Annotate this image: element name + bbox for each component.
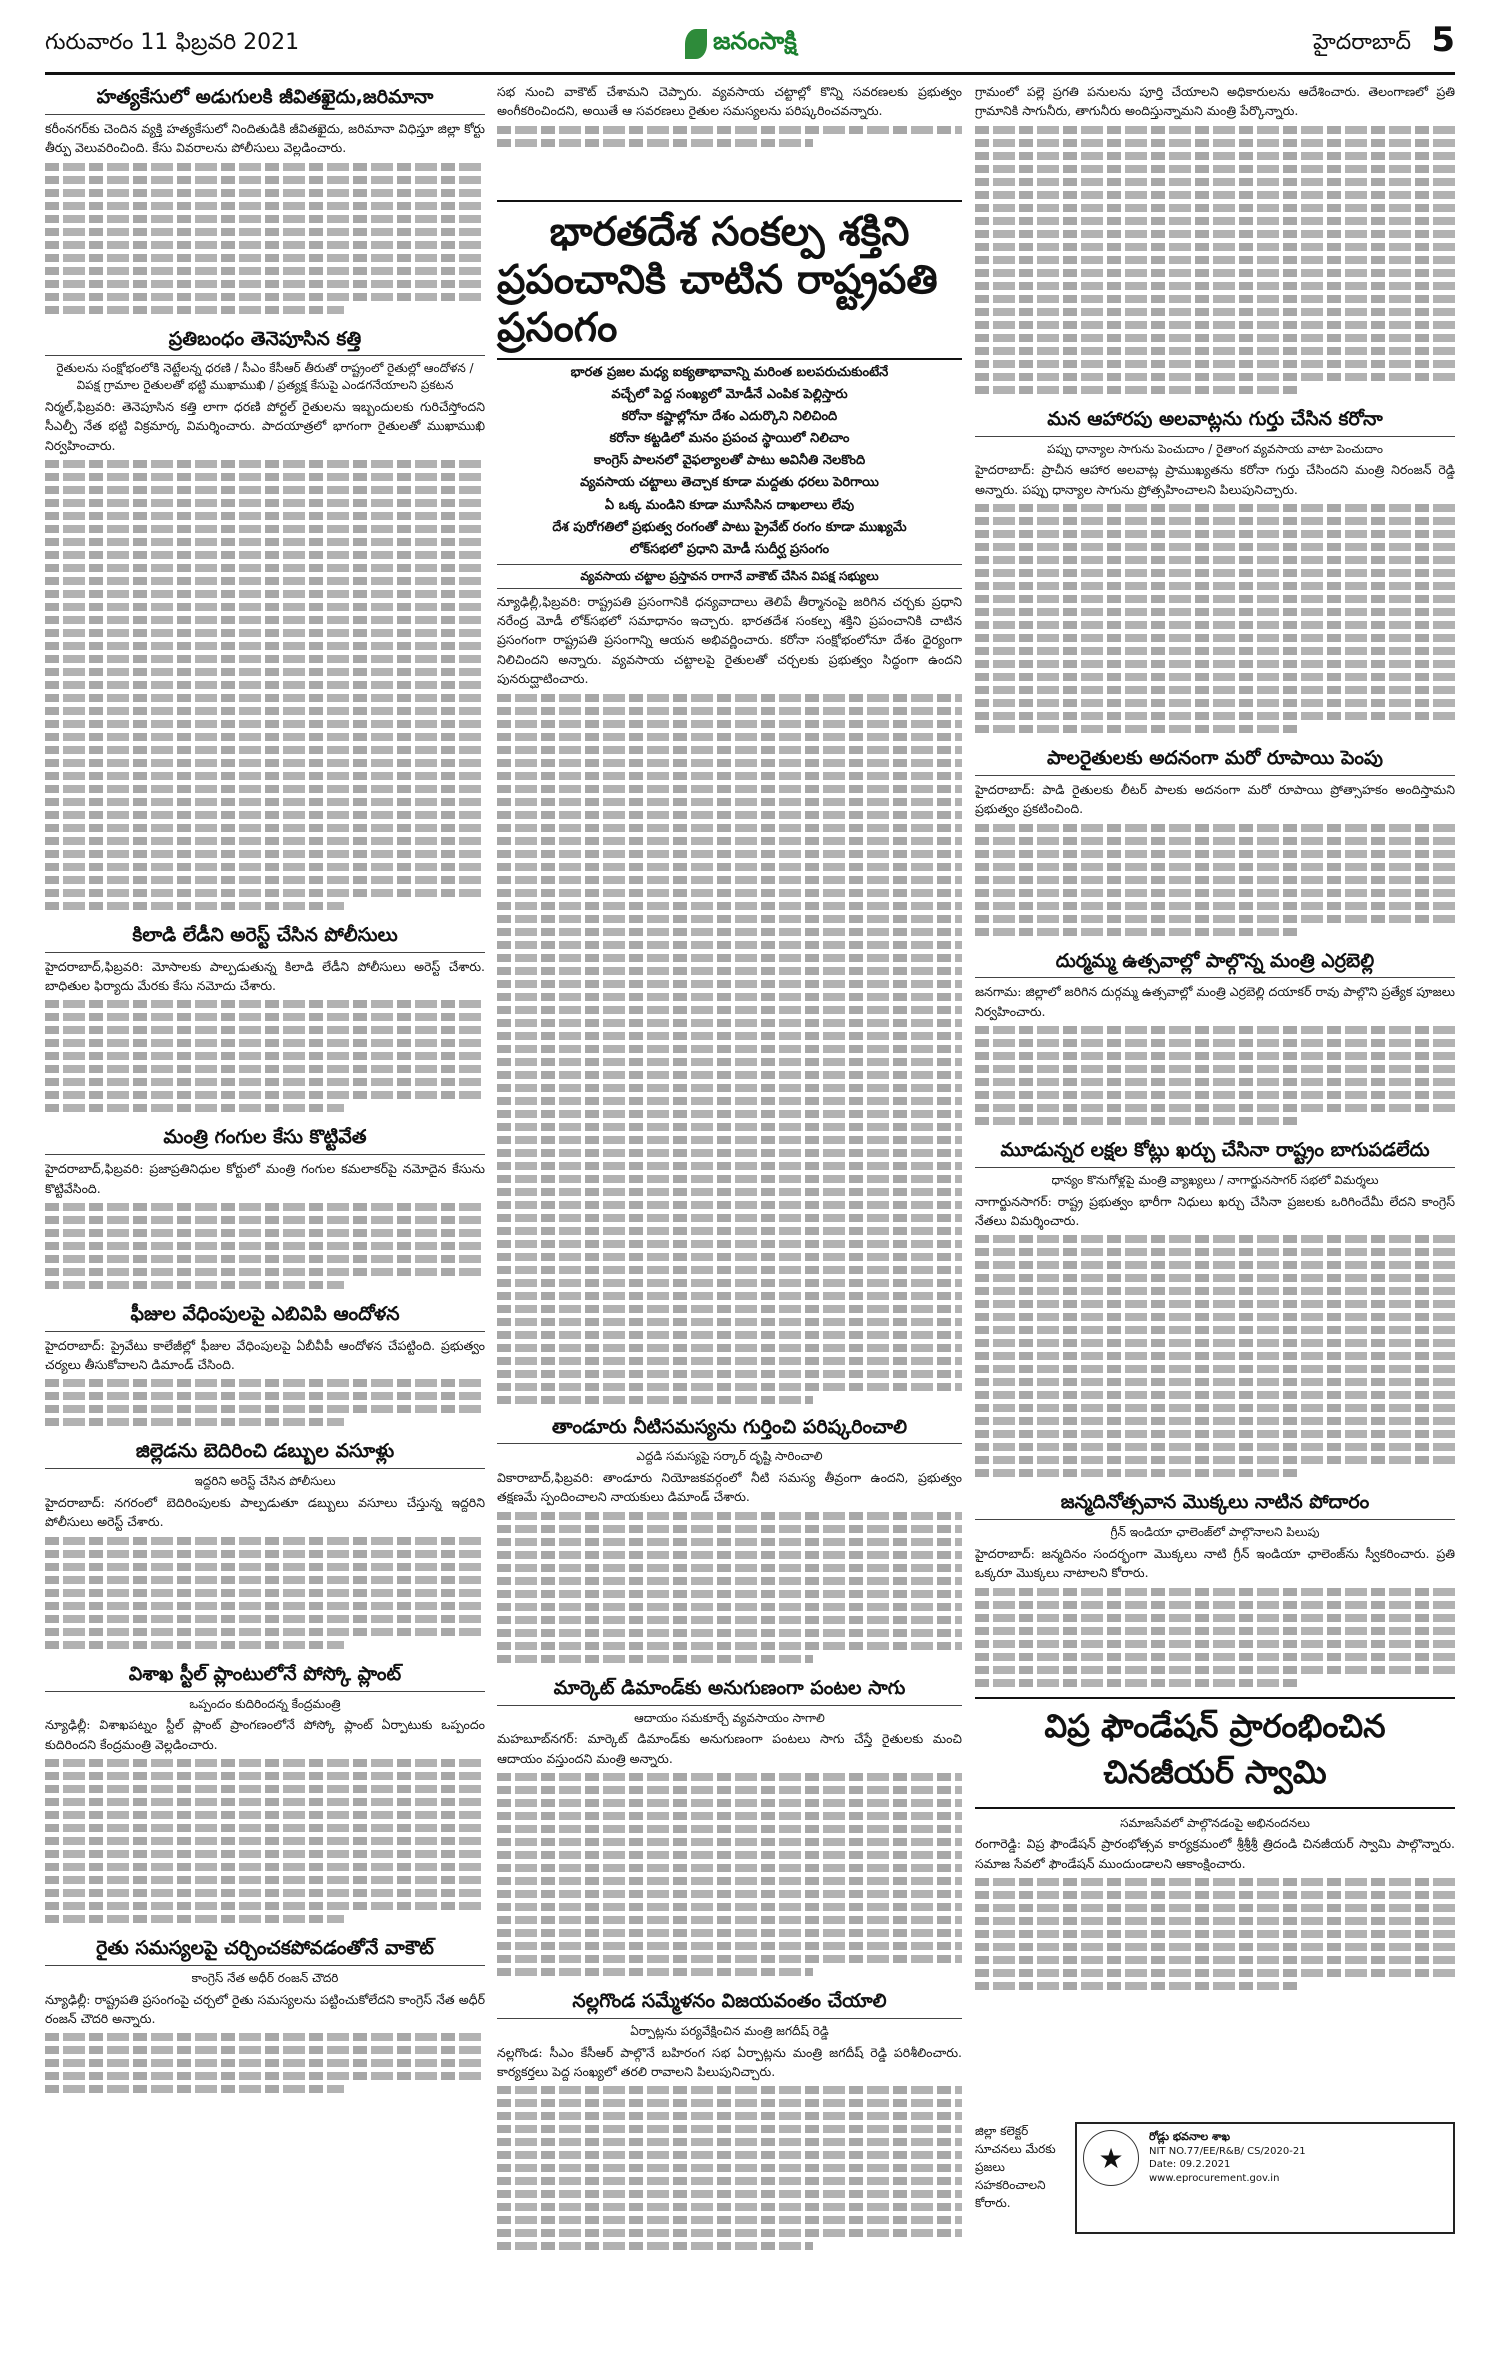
story-subhead: రైతులను సంక్షోభంలోకి నెట్టేలన్న ధరణి / సీఎం కేసీఆర్ తీరుతో రాష్ట్రంలో రైతుల్లో ఆందోళన / విపక్ష గ్రామాల రైతులతో భట్టి ముఖాముఖి / ప్రత్యక్ష కేసుపై ఎండగనేయాలని ప్రకటన (56, 361, 474, 393)
story-green-challenge (975, 1487, 1455, 1686)
story-headline: హత్యకేసులో అడుగులకి జీవితఖైదు,జరిమానా (45, 82, 485, 115)
story-murder-case (45, 82, 485, 314)
lead-deck: కరోనా కట్టడిలో మనం ప్రపంచ స్థాయిలో నిలిచాం (609, 431, 850, 447)
story-body: హైదరాబాద్: ప్రాచీన ఆహార అలవాట్ల ప్రాముఖ్యతను కరోనా గుర్తు చేసిందని మంత్రి నిరంజన్ రెడ్డి అన్నారు. పప్పు ధాన్యాల సాగును ప్రోత్సహించాలని పిలుపునిచ్చారు. (975, 460, 1455, 733)
story-headline: విప్ర ఫౌండేషన్ ప్రారంభించిన చినజీయర్ స్వామి (975, 1697, 1455, 1809)
story-body: న్యూఢిల్లీ: విశాఖపట్నం స్టీల్ ప్లాంట్ ప్రాంగణంలోనే పోస్కో ప్లాంట్ ఏర్పాటుకు ఒప్పందం కుదిరిందని కేంద్రమంత్రి వెల్లడించారు. (45, 1715, 485, 1923)
story-extortion (45, 1436, 485, 1648)
story-body: నల్లగొండ: సీఎం కేసీఆర్ పాల్గొనే బహిరంగ సభ ఏర్పాట్లను మంత్రి జగదీష్ రెడ్డి పరిశీలించారు. కార్యకర్తలు పెద్ద సంఖ్యలో తరలి రావాలని పిలుపునిచ్చారు. (497, 2043, 962, 2251)
story-body: హైదరాబాద్: పాడి రైతులకు లీటర్ పాలకు అదనంగా మరో రూపాయి ప్రోత్సాహకం అందిస్తామని ప్రభుత్వం ప్రకటించింది. (975, 780, 1455, 936)
lead-deck: కరోనా కష్టాల్లోనూ దేశం ఎదుర్కొని నిలిచింది (621, 409, 838, 425)
story-body: హైదరాబాద్: నగరంలో బెదిరింపులకు పాల్పడుతూ డబ్బులు వసూలు చేస్తున్న ఇద్దరిని పోలీసులు అరెస్ట్ చేశారు. (45, 1493, 485, 1649)
story-vipra-foundation (975, 1697, 1455, 1991)
government-emblem-icon: ★ (1083, 2130, 1139, 2186)
story-subhead: ఒప్పందం కుదిరిందన్న కేంద్రమంత్రి (189, 1696, 341, 1711)
lead-decks (497, 362, 962, 561)
story-food-habits (975, 404, 1455, 733)
story-subhead: ఎద్దడి సమస్యపై సర్కార్ దృష్టి సారించాలి (636, 1449, 823, 1464)
story-headline: మార్కెట్ డిమాండ్‌కు అనుగుణంగా పంటల సాగు (497, 1673, 962, 1706)
story-nalgonda (497, 1986, 962, 2250)
story-dharani (45, 324, 485, 910)
lead-headline-line2: ప్రపంచానికి చాటిన రాష్ట్రపతి ప్రసంగం (497, 257, 938, 351)
story-subhead: ధాన్యం కొనుగోళ్లపై మంత్రి వ్యాఖ్యలు / నాగార్జునసాగర్ సభలో విమర్శలు (1051, 1172, 1379, 1187)
story-body: మహబూబ్‌నగర్: మార్కెట్ డిమాండ్‌కు అనుగుణంగా పంటలు సాగు చేస్తే రైతులకు మంచి ఆదాయం వస్తుందని మంత్రి అన్నారు. (497, 1729, 962, 1976)
story-subhead: ఇద్దరిని అరెస్ట్ చేసిన పోలీసులు (194, 1474, 336, 1489)
story-milk-farmers (975, 743, 1455, 936)
lead-deck: లోక్‌సభలో ప్రధాని మోడీ సుదీర్ఘ ప్రసంగం (629, 541, 830, 557)
story-body: న్యూఢిల్లీ: రాష్ట్రపతి ప్రసంగంపై చర్చలో రైతు సమస్యలను పట్టించుకోలేదని కాంగ్రెస్ నేత అధీర్ రంజన్ చౌదరి అన్నారు. (45, 1990, 485, 2094)
tender-website: www.eprocurement.gov.in (1149, 2172, 1280, 2184)
story-headline: ఫీజుల వేధింపులపై ఎబివిపి ఆందోళన (45, 1299, 485, 1332)
story-headline: తాండూరు నీటిసమస్యను గుర్తించి పరిష్కరించాలి (497, 1412, 962, 1445)
lead-deck: వచ్చేలో పెద్ద సంఖ్యలో మోడీనే ఎంపిక పెల్లిస్తారు (611, 387, 848, 403)
lead-deck: ఏ ఒక్క మండిని కూడా మూసేసిన దాఖలాలు లేవు (604, 497, 855, 513)
story-headline: పాలరైతులకు అదనంగా మరో రూపాయి పెంపు (975, 743, 1455, 776)
story-body: హైదరాబాద్,ఫిబ్రవరి: ప్రజాప్రతినిధుల కోర్టులో మంత్రి గంగుల కమలాకర్‌పై నమోదైన కేసును కొట్టివేసింది. (45, 1159, 485, 1289)
kicker-body: సభ నుంచి వాకౌట్ చేశామని చెప్పారు. వ్యవసాయ చట్టాల్లో కొన్ని సవరణలకు ప్రభుత్వం అంగీకరించిందని, అయితే ఆ సవరణలు రైతుల సమస్యలను పరిష్కరించవన్నారు. (497, 82, 962, 192)
story-body: హైదరాబాద్,ఫిబ్రవరి: మోసాలకు పాల్పడుతున్న కిలాడి లేడీని పోలీసులు అరెస్ట్ చేశారు. బాధితుల ఫిర్యాదు మేరకు కేసు నమోదు చేశారు. (45, 957, 485, 1113)
story-subhead: పప్పు ధాన్యాల సాగును పెంచుదాం / రైతాంగ వ్యవసాయ వాటా పెంచుదాం (1047, 441, 1383, 456)
column-center (497, 82, 962, 2282)
story-body: రంగారెడ్డి: విప్ర ఫౌండేషన్ ప్రారంభోత్సవ కార్యక్రమంలో శ్రీశ్రీశ్రీ త్రిదండి చినజీయర్ స్వామి పాల్గొన్నారు. సమాజ సేవలో ఫౌండేషన్ ముందుండాలని ఆకాంక్షించారు. (975, 1834, 1455, 1990)
story-headline: ప్రతిబంధం తెనెపూసిన కత్తి (45, 324, 485, 357)
story-gangula-case (45, 1122, 485, 1289)
story-kiladi-lady (45, 920, 485, 1113)
story-subhead: ఏర్పాట్లను పర్యవేక్షించిన మంత్రి జగదీష్ రెడ్డి (630, 2023, 829, 2038)
story-market-demand (497, 1673, 962, 1976)
lead-sub: వ్యవసాయ చట్టాల ప్రస్తావన రాగానే వాకౌట్ చేసిన విపక్ష సభ్యులు (497, 564, 962, 589)
column-left (45, 82, 485, 2282)
story-headline: జిల్లెడను బెదిరించి డబ్బుల వసూళ్లు (45, 1436, 485, 1469)
side-note: జిల్లా కలెక్టర్ సూచనలు మేరకు ప్రజలు సహకరించాలని కోరారు. (975, 2124, 1056, 2210)
story-headline: కిలాడి లేడీని అరెస్ట్ చేసిన పోలీసులు (45, 920, 485, 953)
story-village-development (975, 82, 1455, 394)
story-headline: నల్లగొండ సమ్మేళనం విజయవంతం చేయాలి (497, 1986, 962, 2019)
masthead (45, 20, 1455, 70)
story-body: వికారాబాద్,ఫిబ్రవరి: తాండూరు నియోజకవర్గంలో నీటి సమస్య తీవ్రంగా ఉందని, ప్రభుత్వం తక్షణమే స్పందించాలని నాయకులు డిమాండ్ చేశారు. (497, 1468, 962, 1663)
story-headline: జన్మదినోత్సవాన మొక్కలు నాటిన పోదారం (975, 1487, 1455, 1520)
tender-text (1145, 2124, 1453, 2232)
story-headline: మంత్రి గంగుల కేసు కొట్టివేత (45, 1122, 485, 1155)
newspaper-name: జనంసాక్షి (713, 27, 797, 55)
column-right (975, 82, 1455, 2282)
story-body: హైదరాబాద్: ప్రైవేటు కాలేజీల్లో ఫీజుల వేధింపులపై ఏబీవీపీ ఆందోళన చేపట్టింది. ప్రభుత్వం చర్యలు తీసుకోవాలని డిమాండ్ చేసింది. (45, 1336, 485, 1427)
story-subhead: కాంగ్రెస్ నేత అధీర్ రంజన్ చౌదరి (191, 1970, 339, 1985)
tender-date: Date: 09.2.2021 (1149, 2159, 1231, 2171)
lead-body: న్యూఢిల్లీ,ఫిబ్రవరి: రాష్ట్రపతి ప్రసంగానికి ధన్యవాదాలు తెలిపే తీర్మానంపై జరిగిన చర్చకు ప్రధాని నరేంద్ర మోడీ లోక్‌సభలో సమాధానం ఇచ్చారు. భారతదేశ సంకల్ప శక్తిని ప్రపంచానికి చాటిన ప్రసంగంగా రాష్ట్రపతి ప్రసంగాన్ని ఆయన అభివర్ణించారు. కరోనా సంక్షోభంలోనూ దేశం ధైర్యంగా నిలిచిందని అన్నారు. వ్యవసాయ చట్టాలపై రైతులతో చర్చలకు ప్రభుత్వం సిద్ధంగా ఉందని పునరుద్ఘాటించారు. (497, 592, 962, 1404)
lead-deck: కాంగ్రెస్ పాలనలో వైఫల్యాలతో పాటు అవినీతి నెలకొంది (593, 453, 866, 469)
lead-deck: భారత ప్రజల మధ్య ఐక్యతాభావాన్ని మరింత బలపరుచుకుంటేనే (570, 365, 889, 380)
lead-deck: వ్యవసాయ చట్టాలు తెచ్చాక కూడా మద్దతు ధరలు పెరిగాయి (580, 475, 879, 491)
story-body: నిర్మల్,ఫిబ్రవరి: తెనెపూసిన కత్తి లాగా ధరణి పోర్టల్ రైతులను ఇబ్బందులకు గురిచేస్తోందని సీఎల్పీ నేత భట్టి విక్రమార్క విమర్శించారు. పాదయాత్రలో భాగంగా రైతులతో ముఖాముఖి నిర్వహించారు. (45, 397, 485, 910)
story-subhead: ఆదాయం సమకూర్చే వ్యవసాయం సాగాలి (634, 1710, 825, 1725)
lead-headline-line1: భారతదేశ సంకల్ప శక్తిని (549, 209, 910, 255)
story-spending (975, 1135, 1455, 1477)
story-headline: విశాఖ స్టీల్ ప్లాంటులోనే పోస్కో ప్లాంట్ (45, 1659, 485, 1692)
story-posco (45, 1659, 485, 1923)
story-body: హైదరాబాద్: జన్మదినం సందర్భంగా మొక్కలు నాటి గ్రీన్ ఇండియా ఛాలెంజ్‌ను స్వీకరించారు. ప్రతి ఒక్కరూ మొక్కలు నాటాలని కోరారు. (975, 1544, 1455, 1687)
story-body: గ్రామంలో పల్లె ప్రగతి పనులను పూర్తి చేయాలని అధికారులను ఆదేశించారు. తెలంగాణలో ప్రతి గ్రామానికి సాగునీరు, తాగునీరు అందిస్తున్నామని మంత్రి పేర్కొన్నారు. (975, 82, 1455, 394)
story-tandur (497, 1412, 962, 1663)
issue-date: గురువారం 11 ఫిబ్రవరి 2021 (45, 30, 300, 55)
story-headline: రైతు సమస్యలపై చర్చించకపోవడంతోనే వాకౌట్ (45, 1933, 485, 1966)
page-number: 5 (1431, 20, 1455, 60)
story-headline: దుర్మమ్మ ఉత్సవాల్లో పాల్గొన్న మంత్రి ఎర్రబెల్లి (975, 946, 1455, 979)
edition-city: హైదరాబాద్ (1313, 30, 1411, 55)
story-durgamma (975, 946, 1455, 1126)
masthead-rule (45, 72, 1455, 75)
newspaper-logo (685, 24, 825, 64)
story-subhead: సమాజసేవలో పాల్గొనడంపై అభినందనలు (1120, 1815, 1310, 1830)
story-walkout (45, 1933, 485, 2093)
story-headline: మూడున్నర లక్షల కోట్లు ఖర్చు చేసినా రాష్ట్రం బాగుపడలేదు (975, 1135, 1455, 1168)
tender-title: రోడ్లు భవనాల శాఖ (1149, 2130, 1231, 2143)
story-body: కరీంనగర్‌కు చెందిన వ్యక్తి హత్యకేసులో నిందితుడికి జీవితఖైదు, జరిమానా విధిస్తూ జిల్లా కోర్టు తీర్పు వెలువరించింది. కేసు వివరాలను పోలీసులు వెల్లడించారు. (45, 119, 485, 314)
story-abvp (45, 1299, 485, 1427)
leaf-icon (685, 29, 707, 59)
story-body: జనగామ: జిల్లాలో జరిగిన దుర్గమ్మ ఉత్సవాల్లో మంత్రి ఎర్రబెల్లి దయాకర్ రావు పాల్గొని ప్రత్యేక పూజలు నిర్వహించారు. (975, 982, 1455, 1125)
lead-deck: దేశ పురోగతిలో ప్రభుత్వ రంగంతో పాటు ప్రైవేట్ రంగం కూడా ముఖ్యమే (552, 519, 907, 535)
lead-headline (497, 200, 962, 360)
tender-notice-ad (1075, 2122, 1455, 2234)
story-body: నాగార్జునసాగర్: రాష్ట్ర ప్రభుత్వం భారీగా నిధులు ఖర్చు చేసినా ప్రజలకు ఒరిగిందేమీ లేదని కాంగ్రెస్ నేతలు విమర్శించారు. (975, 1192, 1455, 1478)
story-headline: మన ఆహారపు అలవాట్లను గుర్తు చేసిన కరోనా (975, 404, 1455, 437)
tender-nit-number: NIT NO.77/EE/R&B/ CS/2020-21 (1149, 2145, 1306, 2157)
story-subhead: గ్రీన్ ఇండియా ఛాలెంజ్‌లో పాల్గొనాలని పిలుపు (1110, 1525, 1320, 1540)
